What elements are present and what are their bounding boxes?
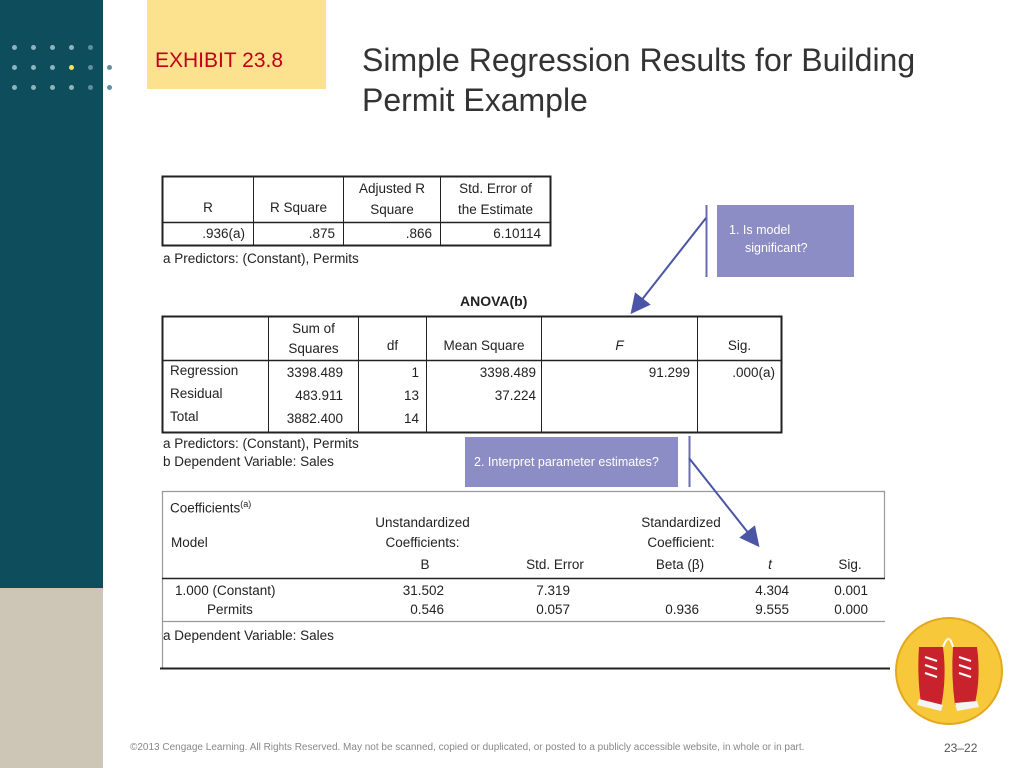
page-title-line-1: Simple Regression Results for Building bbox=[362, 42, 916, 78]
anova-ms: 37.224 bbox=[494, 388, 536, 403]
anova-ms: 3398.489 bbox=[479, 365, 536, 380]
model-value-r-square: .875 bbox=[308, 226, 335, 241]
coef-t: 4.304 bbox=[755, 583, 789, 598]
coef-std-1: Standardized bbox=[641, 515, 721, 530]
coef-se: 0.057 bbox=[536, 602, 570, 617]
coef-header-se: Std. Error bbox=[526, 557, 584, 572]
model-value-r: .936(a) bbox=[202, 226, 245, 241]
model-header-r: R bbox=[203, 200, 213, 215]
callout-arrow-1 bbox=[633, 218, 706, 311]
coef-model-label: Model bbox=[171, 535, 208, 550]
model-header-se-1: Std. Error of bbox=[459, 181, 532, 196]
footer-copyright: ©2013 Cengage Learning. All Rights Reserved. May not be scanned, copied or duplicated, or posted to a publicly accessible website, in whole or in part. bbox=[130, 742, 805, 753]
page-number: 23–22 bbox=[944, 741, 978, 755]
coef-sig: 0.000 bbox=[834, 602, 868, 617]
anova-header-ss-2: Squares bbox=[288, 341, 339, 356]
coef-sig: 0.001 bbox=[834, 583, 868, 598]
coef-unstd-2: Coefficients: bbox=[385, 535, 460, 550]
coef-t: 9.555 bbox=[755, 602, 789, 617]
callout-2-text: 2. Interpret parameter estimates? bbox=[474, 455, 659, 469]
anova-header-f: F bbox=[615, 338, 624, 353]
coef-unstd-1: Unstandardized bbox=[375, 515, 470, 530]
exhibit-label: EXHIBIT 23.8 bbox=[155, 49, 284, 72]
anova-row-label: Total bbox=[170, 409, 199, 424]
anova-note-b: b Dependent Variable: Sales bbox=[163, 454, 334, 469]
coef-note: a Dependent Variable: Sales bbox=[163, 628, 334, 643]
anova-header-ms: Mean Square bbox=[443, 338, 525, 353]
coef-row-label: Permits bbox=[207, 602, 253, 617]
anova-df: 14 bbox=[403, 411, 419, 426]
anova-note-a: a Predictors: (Constant), Permits bbox=[163, 436, 359, 451]
model-header-se-2: the Estimate bbox=[457, 202, 534, 217]
coef-b: 31.502 bbox=[402, 583, 444, 598]
anova-ss: 3398.489 bbox=[286, 365, 343, 380]
page-title-line-2: Permit Example bbox=[362, 82, 588, 118]
anova-sig: .000(a) bbox=[732, 365, 775, 380]
coef-row-label: 1.000 (Constant) bbox=[175, 583, 276, 598]
callout-1-line-1: 1. Is model bbox=[729, 223, 791, 237]
model-value-se: 6.10114 bbox=[493, 226, 541, 241]
coef-header-t: t bbox=[768, 557, 772, 572]
sneakers-logo bbox=[893, 617, 1005, 725]
callout-parameter-estimates bbox=[465, 437, 678, 487]
coef-title-sup: (a) bbox=[240, 499, 252, 509]
coef-header-sig: Sig. bbox=[838, 557, 862, 572]
anova-header-df: df bbox=[386, 338, 399, 353]
coef-b: 0.546 bbox=[410, 602, 444, 617]
callout-arrow-2 bbox=[689, 458, 757, 544]
coef-std-2: Coefficient: bbox=[647, 535, 715, 550]
anova-row-label: Regression bbox=[170, 363, 239, 378]
coef-beta: 0.936 bbox=[665, 602, 699, 617]
anova-ss: 483.911 bbox=[295, 388, 343, 403]
model-header-adj-2: Square bbox=[370, 202, 414, 217]
coef-header-beta: Beta (β) bbox=[655, 557, 705, 572]
anova-df: 13 bbox=[403, 388, 419, 403]
model-header-adj-1: Adjusted R bbox=[358, 181, 426, 196]
anova-header-ss-1: Sum of bbox=[292, 321, 335, 336]
callout-model-significance bbox=[717, 205, 854, 277]
anova-header-sig: Sig. bbox=[727, 338, 752, 353]
model-value-adj: .866 bbox=[405, 226, 432, 241]
coef-header-b: B bbox=[420, 557, 430, 572]
anova-ss: 3882.400 bbox=[286, 411, 343, 426]
callout-1-line-2: significant? bbox=[745, 241, 808, 255]
anova-title: ANOVA(b) bbox=[460, 293, 528, 309]
anova-df: 1 bbox=[411, 365, 419, 380]
coef-title: Coefficients$^{(a)}$ bbox=[170, 499, 252, 516]
model-header-r-square: R Square bbox=[269, 200, 328, 215]
anova-row-label: Residual bbox=[170, 386, 223, 401]
model-note: a Predictors: (Constant), Permits bbox=[163, 251, 359, 266]
coef-se: 7.319 bbox=[536, 583, 570, 598]
anova-f: 91.299 bbox=[648, 365, 690, 380]
